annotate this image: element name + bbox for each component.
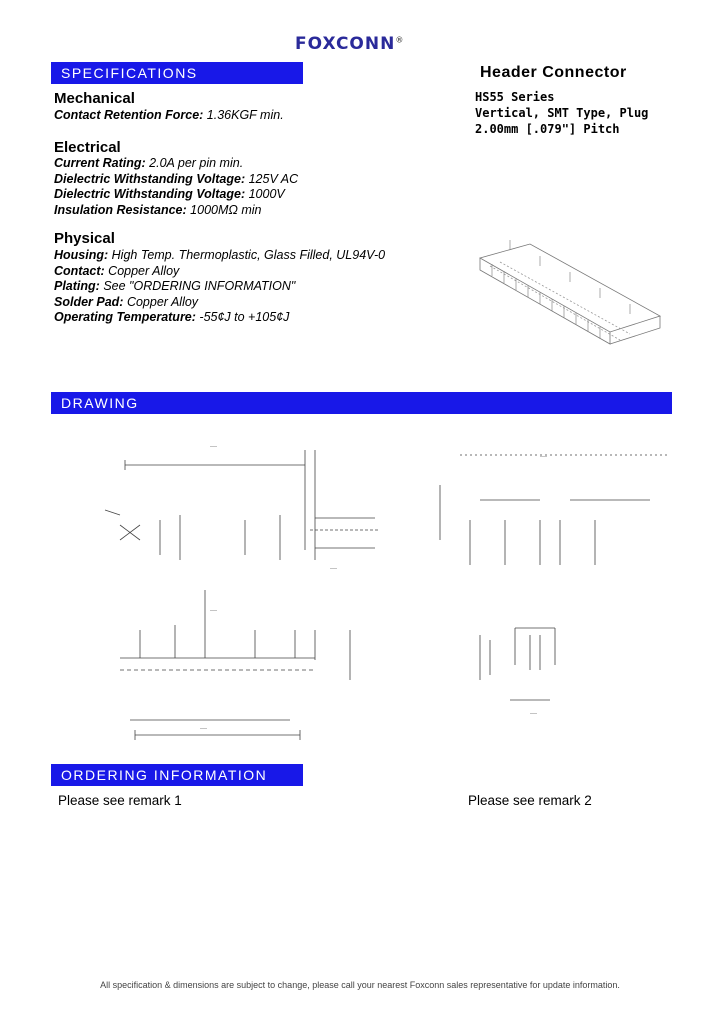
spec-value: Copper Alloy [104,263,180,278]
spec-value: See "ORDERING INFORMATION" [99,279,296,293]
spec-line [54,295,385,311]
spec-label: Housing: [54,248,109,262]
mechanical-specs [54,108,284,124]
spec-value: 2.0A per pin min. [145,156,244,170]
svg-text:—: — [330,565,337,572]
spec-value: High Temp. Thermoplastic, Glass Filled, UL94V-0 [108,248,386,262]
spec-line [54,264,385,280]
spec-label: Dielectric Withstanding Voltage: [54,187,246,201]
spec-label: Current Rating: [54,156,146,170]
spec-line [54,203,298,219]
spec-label: Operating Temperature: [54,310,196,324]
electrical-specs [54,156,298,218]
product-pitch: 2.00mm [.079"] Pitch [475,122,620,136]
technical-drawing [60,430,670,760]
spec-line [54,172,298,188]
spec-label: Dielectric Withstanding Voltage: [54,171,246,186]
spec-label: Contact Retention Force: [54,108,204,122]
spec-line [54,108,284,124]
electrical-heading: Electrical [54,139,121,156]
spec-value: 125V AC [245,171,299,186]
svg-text:—: — [210,607,217,614]
spec-label: Insulation Resistance: [54,202,187,217]
spec-line [54,187,298,203]
spec-line [54,310,385,326]
foxconn-logo [295,34,404,54]
spec-value: Copper Alloy [123,294,199,309]
spec-label: Solder Pad: [54,294,124,309]
spec-line [54,279,385,295]
mechanical-heading: Mechanical [54,90,135,107]
spec-line [54,156,298,172]
svg-text:—: — [540,453,547,460]
drawing-title: DRAWING [61,395,139,411]
product-type: Vertical, SMT Type, Plug [475,106,649,120]
spec-value: -55¢J to +105¢J [195,310,290,324]
product-series: HS55 Series [475,90,555,104]
svg-text:—: — [210,443,217,450]
svg-text:—: — [530,710,537,717]
svg-text:—: — [200,725,207,732]
drawing-header [51,392,672,414]
physical-specs [54,248,385,326]
footer-note: All specification & dimensions are subject to change, please call your nearest Foxconn sales representative for update information. [100,980,620,990]
ordering-title: ORDERING INFORMATION [61,767,268,783]
specifications-title: SPECIFICATIONS [61,65,198,81]
connector-illustration [470,236,670,366]
registered-mark: ® [395,35,405,45]
brand-name: FOXCONN [295,34,396,54]
spec-label: Plating: [54,279,100,293]
specifications-header [51,62,303,84]
spec-value: 1.36KGF min. [203,108,284,122]
spec-label: Contact: [54,263,105,278]
remark-1: Please see remark 1 [58,793,182,808]
spec-value: 1000MΩ min [186,202,262,217]
remark-2: Please see remark 2 [468,793,592,808]
physical-heading: Physical [54,230,115,247]
product-title: Header Connector [480,64,627,81]
spec-value: 1000V [245,187,285,201]
spec-line [54,248,385,264]
ordering-header [51,764,303,786]
